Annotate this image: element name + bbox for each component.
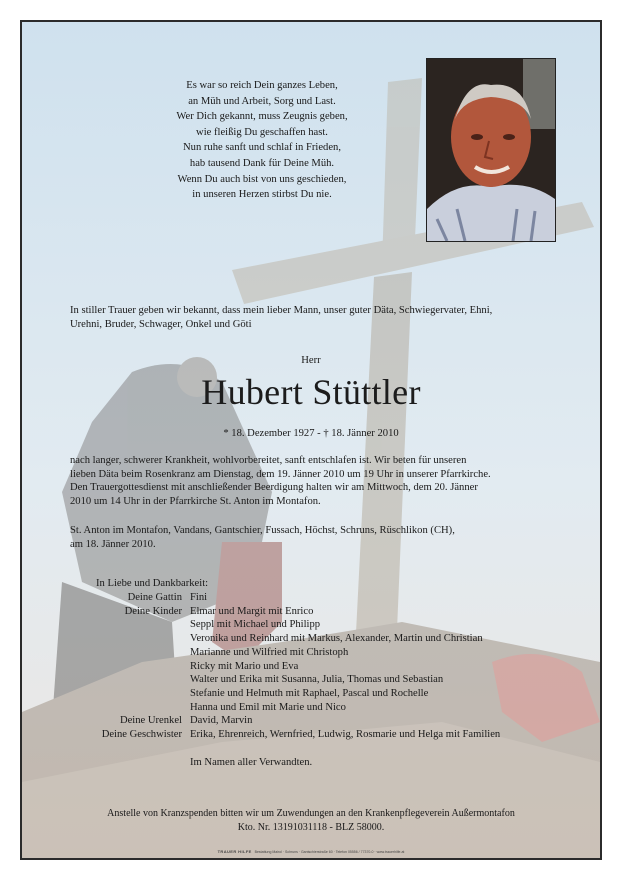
family-row — [70, 673, 590, 687]
relation-names: Hanna und Emil mit Marie und Nico — [190, 701, 346, 713]
obituary-card — [20, 20, 602, 860]
details-line: nach langer, schwerer Krankheit, wohlvorbereitet, sanft entschlafen ist. Wir beten für unseren — [70, 455, 467, 466]
relation-label — [70, 687, 190, 701]
imprint-brand: TRAUER HILFE — [217, 849, 252, 854]
donation-note — [22, 807, 600, 834]
salutation: Herr — [301, 355, 321, 366]
poem-line: Wer Dich gekannt, muss Zeugnis geben, — [176, 111, 348, 123]
family-row — [70, 632, 590, 646]
poem-line: Wenn Du auch bist von uns geschieden, — [177, 173, 347, 185]
relation-names: Ricky mit Mario und Eva — [190, 660, 299, 672]
relation-label — [70, 618, 190, 632]
relation-names: Marianne und Wilfried mit Christoph — [190, 646, 349, 658]
family-row — [70, 714, 590, 728]
details-line: Den Trauergottesdienst mit anschließender Beerdigung halten wir am Mittwoch, dem 20. Jänner — [70, 482, 478, 494]
donation-line: Anstelle von Kranzspenden bitten wir um Zuwendungen an den Krankenpflegeverein Außermontafon — [107, 808, 515, 819]
undertaker-imprint — [22, 849, 600, 854]
dank-heading: In Liebe und Dankbarkeit: — [96, 578, 209, 589]
relation-names: Walter und Erika mit Susanna, Julia, Thomas und Sebastian — [190, 674, 444, 686]
announcement-intro — [70, 304, 570, 331]
relation-label — [70, 646, 190, 660]
relation-names: Erika, Ehrenreich, Wernfried, Ludwig, Rosmarie und Helga mit Familien — [190, 729, 501, 741]
imprint-text: Bestattung Mairol · Schruns · Gantschierstraße 60 · Telefon 05556 / 77370-0 · www.trauerhilfe.at — [254, 850, 405, 854]
poem-line: hab tausend Dank für Deine Müh. — [189, 157, 335, 169]
poem-line: Es war so reich Dein ganzes Leben, — [186, 80, 338, 91]
relation-names: Veronika und Reinhard mit Markus, Alexander, Martin und Christian — [190, 633, 483, 645]
portrait-photo — [426, 58, 556, 242]
places-line: St. Anton im Montafon, Vandans, Gantschier, Fussach, Höchst, Schruns, Rüschlikon (CH), — [70, 525, 455, 536]
funeral-details — [70, 454, 580, 509]
deceased-name: Hubert Stüttler — [201, 372, 421, 412]
family-row — [70, 646, 590, 660]
family-row — [70, 618, 590, 632]
family-row — [70, 728, 590, 742]
life-dates: * 18. Dezember 1927 - † 18. Jänner 2010 — [223, 428, 399, 439]
relation-label: Deine Geschwister — [101, 729, 182, 741]
family-row — [70, 591, 590, 605]
places-line: am 18. Jänner 2010. — [70, 538, 156, 550]
relation-names: Fini — [190, 592, 208, 603]
family-row — [70, 605, 590, 619]
intro-line: Urehni, Bruder, Schwager, Onkel und Göti — [70, 318, 252, 330]
relation-label — [70, 701, 190, 715]
places-and-date — [70, 524, 580, 551]
relation-label — [70, 660, 190, 674]
family-list — [70, 591, 590, 742]
details-line: lieben Däta beim Rosenkranz am Dienstag, dem 19. Jänner 2010 um 19 Uhr in unserer Pfarrkirche. — [70, 468, 491, 480]
poem-line: wie fleißig Du geschaffen hast. — [196, 126, 328, 138]
relation-label — [70, 632, 190, 646]
details-line: 2010 um 14 Uhr in der Pfarrkirche St. Anton im Montafon. — [70, 496, 321, 508]
relation-label — [70, 673, 190, 687]
poem-line: Nun ruhe sanft und schlaf in Frieden, — [183, 142, 341, 154]
poem — [142, 78, 382, 203]
relation-label: Deine Kinder — [124, 605, 182, 617]
intro-line: In stiller Trauer geben wir bekannt, dass mein lieber Mann, unser guter Däta, Schwiegervater, Ehni, — [70, 305, 493, 316]
family-row — [70, 660, 590, 674]
donation-line: Kto. Nr. 13191031118 - BLZ 58000. — [237, 821, 385, 833]
family-row — [70, 687, 590, 701]
relation-names: Stefanie und Helmuth mit Raphael, Pascal und Rochelle — [190, 687, 429, 699]
relation-label: Deine Gattin — [127, 592, 182, 603]
poem-line: an Müh und Arbeit, Sorg und Last. — [188, 95, 336, 107]
relation-label: Deine Urenkel — [119, 715, 182, 727]
relation-names: Seppl mit Michael und Philipp — [190, 619, 321, 631]
relatives-note: Im Namen aller Verwandten. — [190, 757, 313, 768]
relation-names: David, Marvin — [190, 715, 253, 727]
family-row — [70, 701, 590, 715]
poem-line: in unseren Herzen stirbst Du nie. — [192, 189, 332, 201]
relation-names: Elmar und Margit mit Enrico — [190, 605, 314, 617]
portrait-image — [427, 59, 555, 241]
